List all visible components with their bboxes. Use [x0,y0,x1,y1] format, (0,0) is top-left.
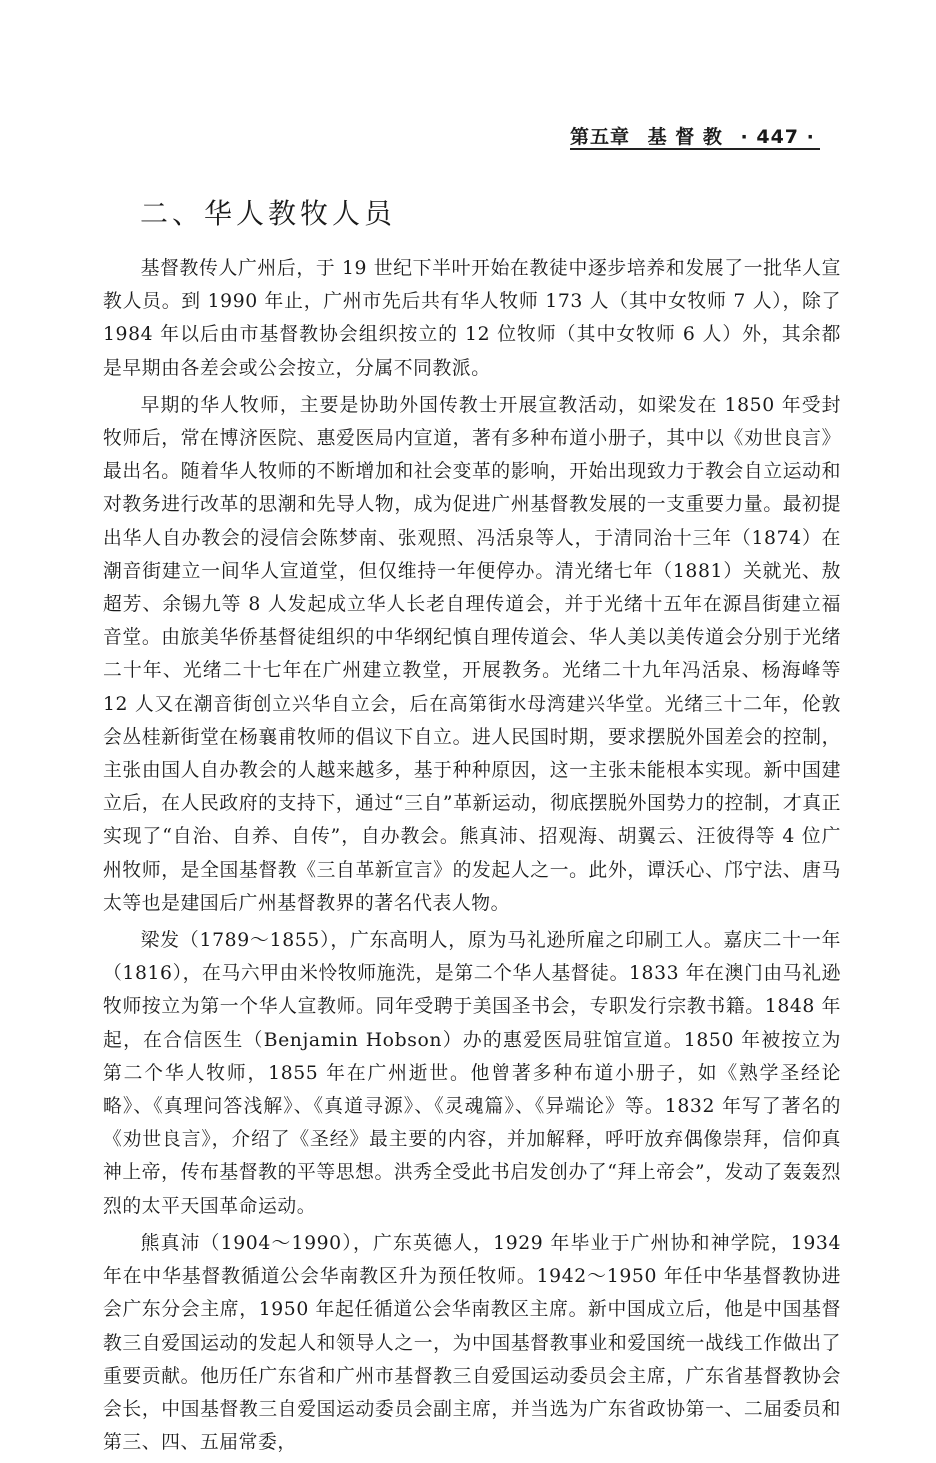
header-rule [570,148,820,150]
body-text [103,252,841,1463]
header-trail-dot: · [806,126,815,148]
running-header [570,122,820,149]
chapter-section-label: 基 督 教 [647,126,723,148]
page-number: 447 [756,126,800,148]
chapter-label: 第五章 [570,126,631,148]
section-title: 二、华人教牧人员 [140,197,397,230]
paragraph: 梁发（1789～1855），广东高明人，原为马礼逊所雇之印刷工人。嘉庆二十一年（1816），在马六甲由米怜牧师施洗，是第二个华人基督徒。1833 年在澳门由马礼逊牧师按立为第一个华人宣教师。同年受聘于美国圣书会，专职发行宗教书籍。1848 年起，在合信医生（Benjamin Hobson）办的惠爱医局驻馆宣道。1850 年被按立为第二个华人牧师，1855 年在广州逝世。他曾著多种布道小册子，如《熟学圣经论略》、《真理问答浅解》、《真道寻源》、《灵魂篇》、《异端论》等。1832 年写了著名的《劝世良言》，介绍了《圣经》最主要的内容，并加解释，呼吁放弃偶像崇拜，信仰真神上帝，传布基督教的平等思想。洪秀全受此书启发创办了“拜上帝会”，发动了轰轰烈烈的太平天国革命运动。 [103,930,841,1217]
paragraph: 熊真沛（1904～1990），广东英德人，1929 年毕业于广州协和神学院，1934 年在中华基督教循道公会华南教区升为预任牧师。1942～1950 年任中华基督教协进会广东分会主席，1950 年起任循道公会华南教区主席。新中国成立后，他是中国基督教三自爱国运动的发起人和领导人之一，为中国基督教事业和爱国统一战线工作做出了重要贡献。他历任广东省和广州市基督教三自爱国运动委员会主席，广东省基督教协会会长，中国基督教三自爱国运动委员会副主席，并当选为广东省政协第一、二届委员和第三、四、五届常委， [103,1232,841,1454]
paragraph: 早期的华人牧师，主要是协助外国传教士开展宣教活动，如梁发在 1850 年受封牧师后，常在博济医院、惠爱医局内宣道，著有多种布道小册子，其中以《劝世良言》最出名。随着华人牧师的不断增加和社会变革的影响，开始出现致力于教会自立运动和对教务进行改革的思潮和先导人物，成为促进广州基督教发展的一支重要力量。最初提出华人自办教会的浸信会陈梦南、张观照、冯活泉等人，于清同治十三年（1874）在潮音街建立一间华人宣道堂，但仅维持一年便停办。清光绪七年（1881）关就光、敖超芳、余锡九等 8 人发起成立华人长老自理传道会，并于光绪十五年在源昌街建立福音堂。由旅美华侨基督徒组织的中华纲纪慎自理传道会、华人美以美传道会分别于光绪二十年、光绪二十七年在广州建立教堂，开展教务。光绪二十九年冯活泉、杨海峰等 12 人又在潮音街创立兴华自立会，后在高第街水母湾建兴华堂。光绪三十二年，伦敦会丛桂新街堂在杨襄甫牧师的倡议下自立。进人民国时期，要求摆脱外国差会的控制，主张由国人自办教会的人越来越多，基于种种原因，这一主张未能根本实现。新中国建立后，在人民政府的支持下，通过“三自”革新运动，彻底摆脱外国势力的控制，才真正实现了“自治、自养、自传”，自办教会。熊真沛、招观海、胡翼云、汪彼得等 4 位广州牧师，是全国基督教《三自革新宣言》的发起人之一。此外，谭沃心、邝宁法、唐马太等也是建国后广州基督教界的著名代表人物。 [103,394,841,914]
header-separator: · [740,126,749,148]
paragraph: 基督教传人广州后，于 19 世纪下半叶开始在教徒中逐步培养和发展了一批华人宣教人员。到 1990 年止，广州市先后共有华人牧师 173 人（其中女牧师 7 人），除了 1984 年以后由市基督教协会组织按立的 12 位牧师（其中女牧师 6 人）外，其余都是早期由各差会或公会按立，分属不同教派。 [103,258,841,379]
